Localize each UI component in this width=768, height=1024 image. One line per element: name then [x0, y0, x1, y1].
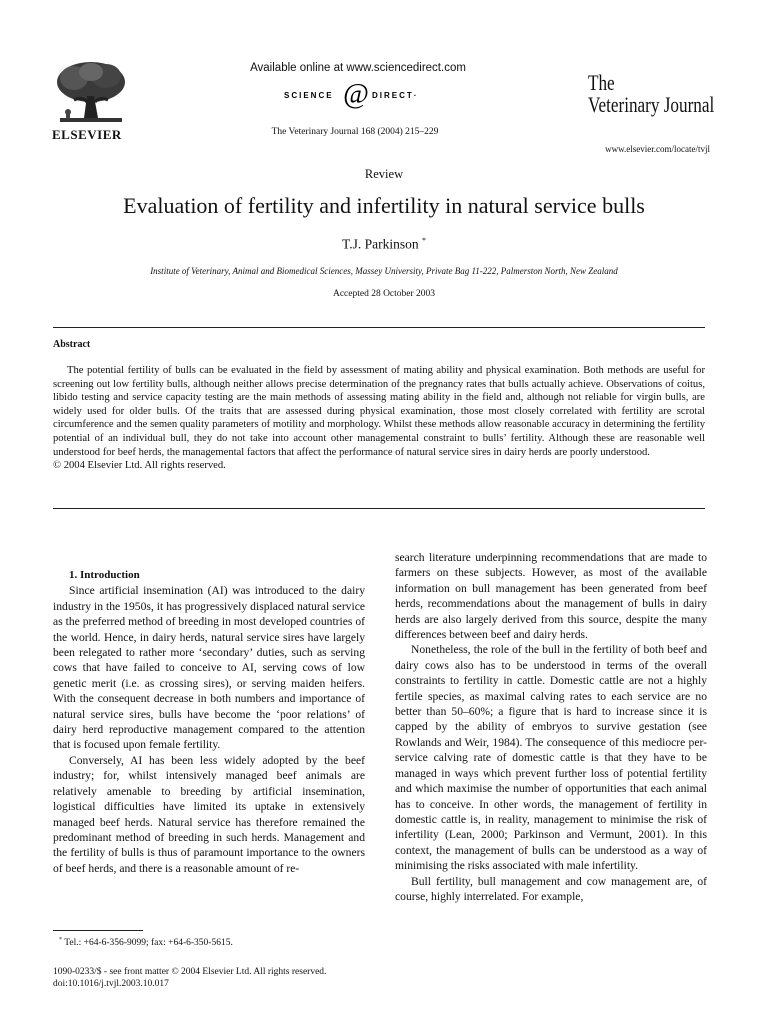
sciencedirect-right-text: DIRECT·	[372, 91, 419, 100]
author-line	[0, 236, 768, 253]
abstract-text: The potential fertility of bulls can be evaluated in the field by assessment of mating ability and physical examination. Both methods are useful for screening out low fertility bulls, although neither allows precise determination of the pregnancy rates that bulls actually achieve. Observations of coitus, libido testing and service capacity testing are the main methods of assessing mating ability in the field and, although not reliable for virgin bulls, are widely used for older bulls. Of the traits that are assessed during physical examination, those most closely correlated with fertility are scrotal circumference and the semen quality parameters of motility and morphology. Whilst these methods allow reasonable accuracy in determining the fertility potential of an individual bull, they do not take into account other managemental constraint to bulls’ fertility. Although these are reasonable well understood for beef herds, the managemental factors that affect the performance of natural service sires in dairy herds are poorly understood.	[53, 365, 705, 458]
issn-line: 1090-0233/$ - see front matter © 2004 Elsevier Ltd. All rights reserved.	[53, 967, 327, 977]
footnote-mark: *	[59, 937, 62, 943]
sciencedirect-logo	[250, 79, 470, 109]
paragraph: Since artificial insemination (AI) was introduced to the dairy industry in the 1950s, it has progressively displaced natural service as the preferred method of breeding in most developed countries of the world. Hence, in dairy herds, natural service sires have largely been relegated to rather more ‘secondary’ duties, such as serving cows that have failed to conceive to AI, serving cows of low genetic merit (i.e. as crossing sires), or serving maiden heifers. With the consequent decrease in both numbers and importance of natural service sires, bulls have become the ‘poor relations’ of dairy herd reproductive management compared to the attention that is focused upon female fertility.	[53, 584, 365, 752]
abstract-bottom-rule	[53, 508, 705, 509]
accepted-date: Accepted 28 October 2003	[332, 289, 436, 299]
author-footnote-mark[interactable]: *	[422, 236, 426, 245]
publisher-name: ELSEVIER	[52, 127, 122, 142]
paragraph: Conversely, AI has been less widely adopted by the beef industry; for, whilst intensively managed beef animals are relatively amenable to breeding by artificial insemination, logistical difficulties have limited its uptake in extensively managed beef herds. Natural service has therefore remained the predominant method of breeding in such herds. Management and the fertility of bulls is thus of paramount importance to the owners of beef herds, and there is a reasonable amount of re-	[53, 753, 365, 875]
paragraph: Nonetheless, the role of the bull in the fertility of both beef and dairy cows also has to be understood in terms of the overall constraints to fertility in cattle. Domestic cattle are not a highly fertile species, as maximal calving rates to each service are no better than 50–60%; a figure that is hard to increase since it is capped by the ability of embryos to survive gestation (see Rowlands and Weir, 1984). The consequence of this mediocre per-service calving rate of domestic cattle is that they have to be managed in ways which prevent further loss of potential fertility and which maximise the number of opportunities that each animal has to conceive. In other words, the management of fertility in domestic cattle is, in reality, management to minimise the risk of infertility (Lean, 2000; Parkinson and Vermunt, 2001). In this context, the management of bulls can be understood as a way of minimising the risks associated with male infertility.	[395, 643, 707, 873]
journal-logo-line2: Veterinary Journal	[588, 92, 715, 117]
journal-logo	[588, 70, 715, 117]
paragraph: Bull fertility, bull management and cow management are, of course, highly interrelated. For example,	[395, 874, 707, 903]
abstract-body	[53, 364, 705, 473]
article-type: Review	[364, 167, 404, 181]
section-heading-introduction: 1. Introduction	[69, 569, 140, 581]
doi-line[interactable]: doi:10.1016/j.tvjl.2003.10.017	[53, 979, 169, 989]
author-name: T.J. Parkinson	[342, 236, 419, 252]
journal-logo-line1: The	[588, 70, 615, 95]
footnote-text: Tel.: +64-6-356-9099; fax: +64-6-350-5615.	[64, 938, 233, 949]
author-footnote	[59, 937, 233, 948]
available-online-text: Available online at www.sciencedirect.com	[250, 62, 466, 74]
article-title: Evaluation of fertility and infertility in natural service bulls	[123, 193, 645, 218]
abstract-copyright: © 2004 Elsevier Ltd. All rights reserved.	[53, 460, 226, 472]
sciencedirect-left-text: SCIENCE	[284, 91, 334, 100]
sciencedirect-at-icon: @	[343, 79, 369, 109]
publication-info	[53, 966, 326, 990]
author-affiliation: Institute of Veterinary, Animal and Biomedical Sciences, Massey University, Private Bag 11-222, Palmerston North, New Zealand	[150, 266, 618, 276]
paragraph: search literature underpinning recommendations that are made to farmers on these subjects. However, as most of the available information on bull management has been generated from beef herds, recommendations about the management of bulls in dairy herds are also largely derived from this source, despite the many differences between beef and dairy herds.	[395, 551, 707, 642]
journal-citation: The Veterinary Journal 168 (2004) 215–229	[271, 127, 439, 137]
footnote-rule	[53, 930, 143, 931]
journal-url[interactable]: www.elsevier.com/locate/tvjl	[605, 144, 710, 154]
abstract-heading: Abstract	[53, 339, 91, 350]
tree-icon	[54, 60, 128, 126]
body-left-column	[53, 568, 365, 876]
abstract-top-rule	[53, 327, 705, 328]
body-right-column	[395, 550, 707, 904]
elsevier-tree-logo	[54, 60, 128, 126]
